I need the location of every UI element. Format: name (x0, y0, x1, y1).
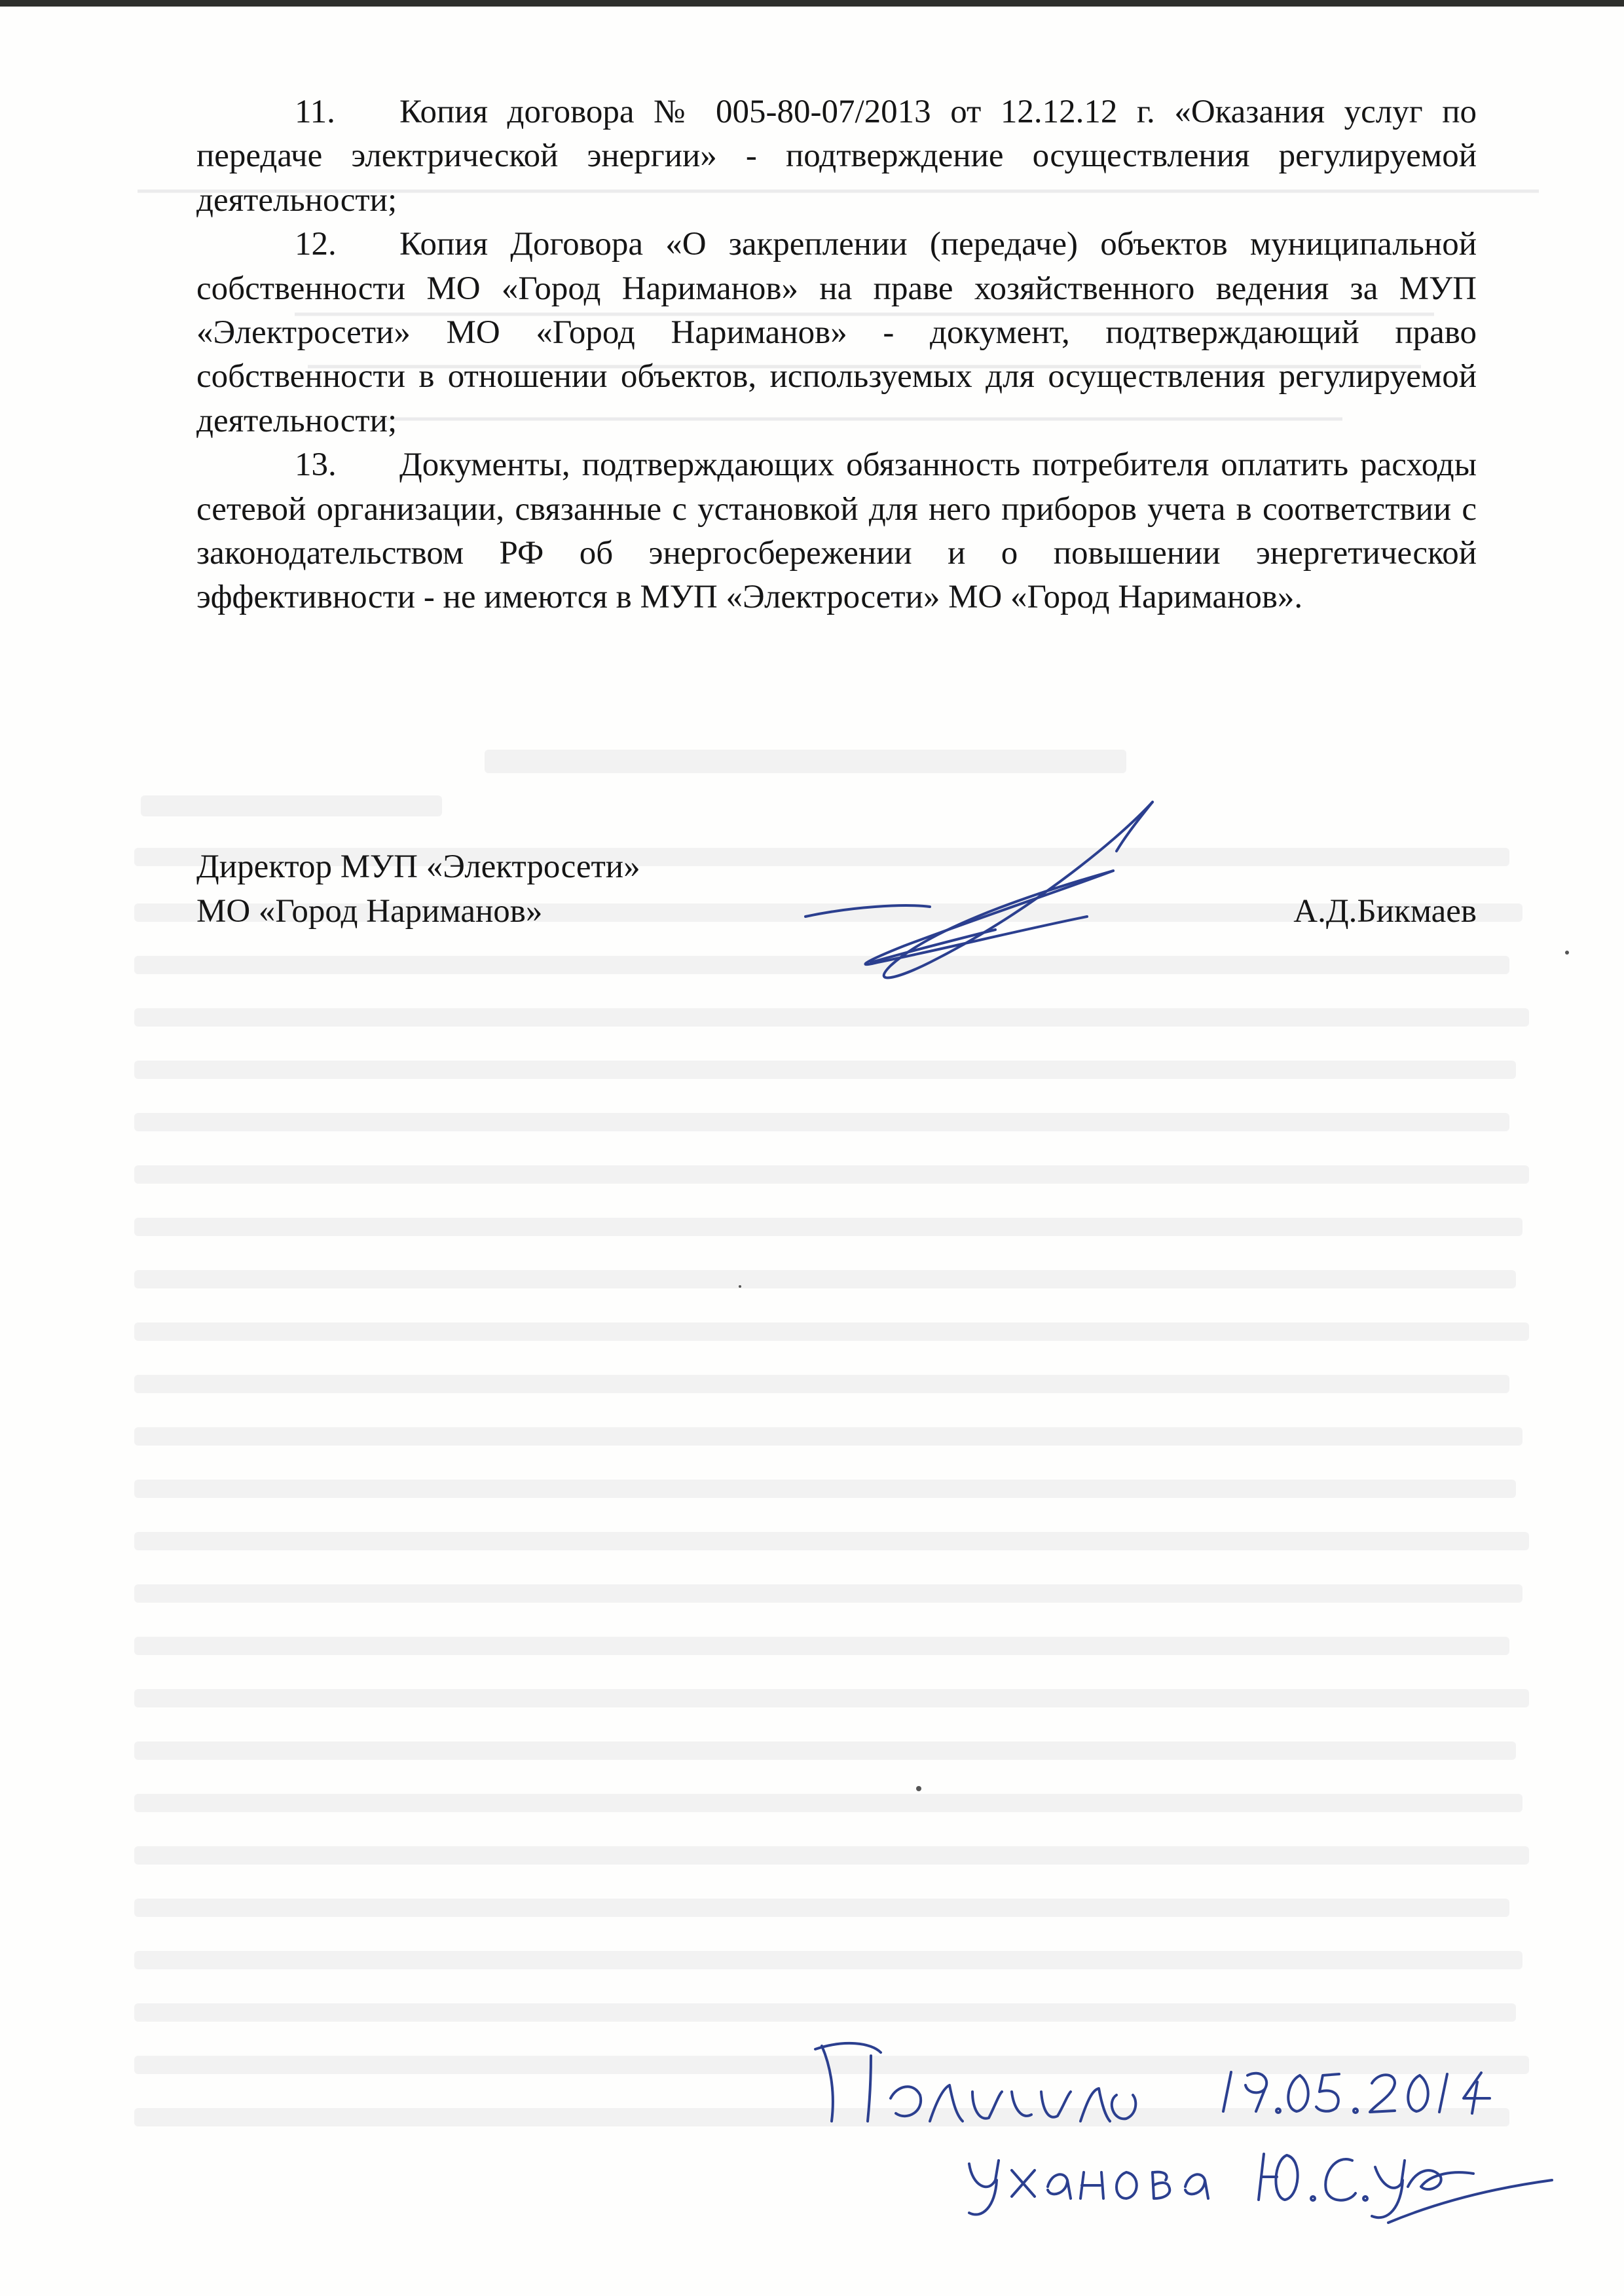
list-item-11 (196, 90, 1477, 223)
document-list (196, 90, 1477, 620)
item-number: 12. (295, 226, 337, 263)
list-item-12 (196, 223, 1477, 443)
signature-position-line (196, 845, 1477, 889)
signer-organization: МО «Город Нариманов» (196, 893, 543, 930)
list-item-13 (196, 443, 1477, 620)
signer-position: Директор МУП «Электросети» (196, 848, 640, 885)
item-number: 11. (295, 94, 335, 130)
item-text: Копия Договора «О закреплении (передаче) объектов муниципальной собственности МО «Город Нариманов» на праве хозяйственного ведения за МУП «Электросети» МО «Город Нариманов» - документ, подтверждающий право собственности в отношении объектов, используемых для осуществления регулируемой деятельности; (196, 226, 1477, 439)
item-text: Документы, подтверждающих обязанность потребителя оплатить расходы сетевой организации, связанные с установкой для него приборов учета в соответствии с законодательством РФ об энергосбережении и о повышении энергетической эффективности - не имеются в МУП «Электросети» МО «Город Нариманов». (196, 446, 1477, 616)
signature-block (196, 845, 1477, 934)
signature-org-line (196, 889, 1477, 934)
scan-top-edge (0, 0, 1624, 7)
signer-name: А.Д.Бикмаев (1293, 893, 1477, 930)
item-text: Копия договора № 005-80-07/2013 от 12.12.12 г. «Оказания услуг по передаче электрической энергии» - подтверждение осуществления регулируемой деятельности; (196, 94, 1477, 219)
item-number: 13. (295, 446, 337, 484)
